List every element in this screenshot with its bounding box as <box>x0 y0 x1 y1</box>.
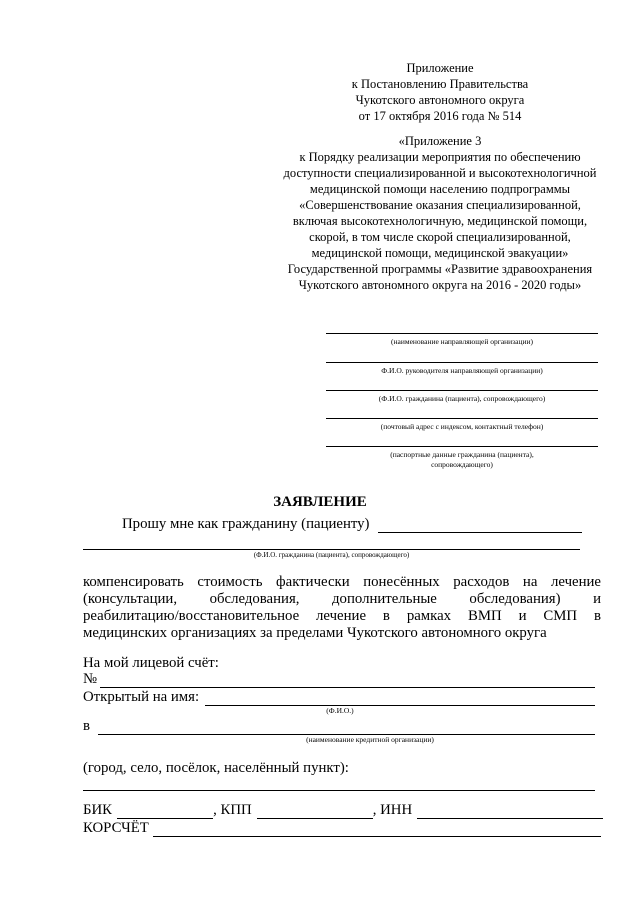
statement-title: ЗАЯВЛЕНИЕ <box>273 494 367 510</box>
opened-name-field[interactable] <box>205 691 595 706</box>
request-line <box>122 516 582 533</box>
bank-caption: (наименование кредитной организации) <box>306 735 434 744</box>
appendix3-line: Государственной программы «Развитие здравоохранения <box>287 262 593 276</box>
appendix3-line: скорой, в том числе скорой специализированной, <box>309 230 571 244</box>
bank-name-field[interactable] <box>98 720 595 735</box>
appendix-header <box>300 60 580 124</box>
appendix-line: Приложение <box>406 61 474 75</box>
passport-line[interactable] <box>326 446 598 447</box>
appendix3-line: медицинской помощи населению подпрограммы <box>309 182 571 196</box>
passport-caption <box>326 450 598 470</box>
account-number-row <box>83 671 595 688</box>
paragraph-line: (консультации, обследования, дополнительные обследования) и <box>83 591 601 607</box>
kpp-label: , КПП <box>213 802 252 818</box>
org-name-caption: (наименование направляющей организации) <box>390 337 534 346</box>
appendix3-line: доступности специализированной и высокотехнологичной <box>283 166 597 180</box>
org-name-line[interactable] <box>326 333 598 334</box>
appendix3-line: медицинской помощи, медицинской эвакуации» <box>311 246 569 260</box>
patient-fio-caption: (Ф.И.О. гражданина (пациента), сопровождающего) <box>253 551 410 559</box>
account-number-field[interactable] <box>100 673 595 688</box>
patient-name-field[interactable] <box>378 518 583 533</box>
statement-paragraph <box>83 574 601 642</box>
appendix3-line: «Приложение 3 <box>398 134 482 148</box>
address-line[interactable] <box>326 418 598 419</box>
appendix3-line: включая высокотехнологичную, медицинской помощи, <box>292 214 588 228</box>
request-intro: Прошу мне как гражданину (пациенту) <box>122 516 370 532</box>
opened-fio-caption: (Ф.И.О.) <box>326 706 354 715</box>
opened-label: Открытый на имя: <box>83 689 200 705</box>
patient-fio-line[interactable] <box>83 549 580 550</box>
appendix3-header <box>262 133 618 293</box>
head-fio-line[interactable] <box>326 362 598 363</box>
citizen-fio-caption: (Ф.И.О. гражданина (пациента), сопровождающего) <box>378 394 546 403</box>
bank-row <box>83 718 595 735</box>
account-heading: На мой лицевой счёт: <box>83 655 219 671</box>
inn-label: , ИНН <box>372 802 413 818</box>
appendix3-line: к Порядку реализации мероприятия по обеспечению <box>299 150 581 164</box>
inn-field[interactable] <box>417 804 603 819</box>
number-sign: № <box>83 671 98 687</box>
corr-account-field[interactable] <box>153 822 601 837</box>
head-fio-caption: Ф.И.О. руководителя направляющей организации) <box>381 366 543 375</box>
appendix-line: от 17 октября 2016 года № 514 <box>358 109 522 123</box>
paragraph-line: компенсировать стоимость фактически понесённых расходов на лечение <box>83 574 601 590</box>
bank-prefix: в <box>83 718 90 734</box>
paragraph-line: реабилитацию/восстановительное лечение в рамках ВМП и СМП в <box>83 608 601 624</box>
citizen-fio-line[interactable] <box>326 390 598 391</box>
appendix-line: Чукотского автономного округа <box>355 93 525 107</box>
appendix3-line: Чукотского автономного округа на 2016 - 2020 годы» <box>298 278 582 292</box>
bik-field[interactable] <box>117 804 213 819</box>
corr-label: КОРСЧЁТ <box>83 820 149 836</box>
kpp-field[interactable] <box>257 804 373 819</box>
appendix3-line: «Совершенствование оказания специализированной, <box>299 198 581 212</box>
appendix-line: к Постановлению Правительства <box>351 77 529 91</box>
bik-label: БИК <box>83 802 113 818</box>
city-field[interactable] <box>83 790 595 791</box>
opened-name-row <box>83 689 595 706</box>
passport-caption-line: сопровождающего) <box>431 460 493 469</box>
passport-caption-line: (паспортные данные гражданина (пациента), <box>390 450 534 459</box>
paragraph-line: медицинских организациях за пределами Чукотского автономного округа <box>83 625 547 641</box>
city-label: (город, село, посёлок, населённый пункт): <box>83 760 349 776</box>
address-caption: (почтовый адрес с индексом, контактный телефон) <box>380 422 544 431</box>
bik-row <box>83 802 603 819</box>
corr-row <box>83 820 601 837</box>
